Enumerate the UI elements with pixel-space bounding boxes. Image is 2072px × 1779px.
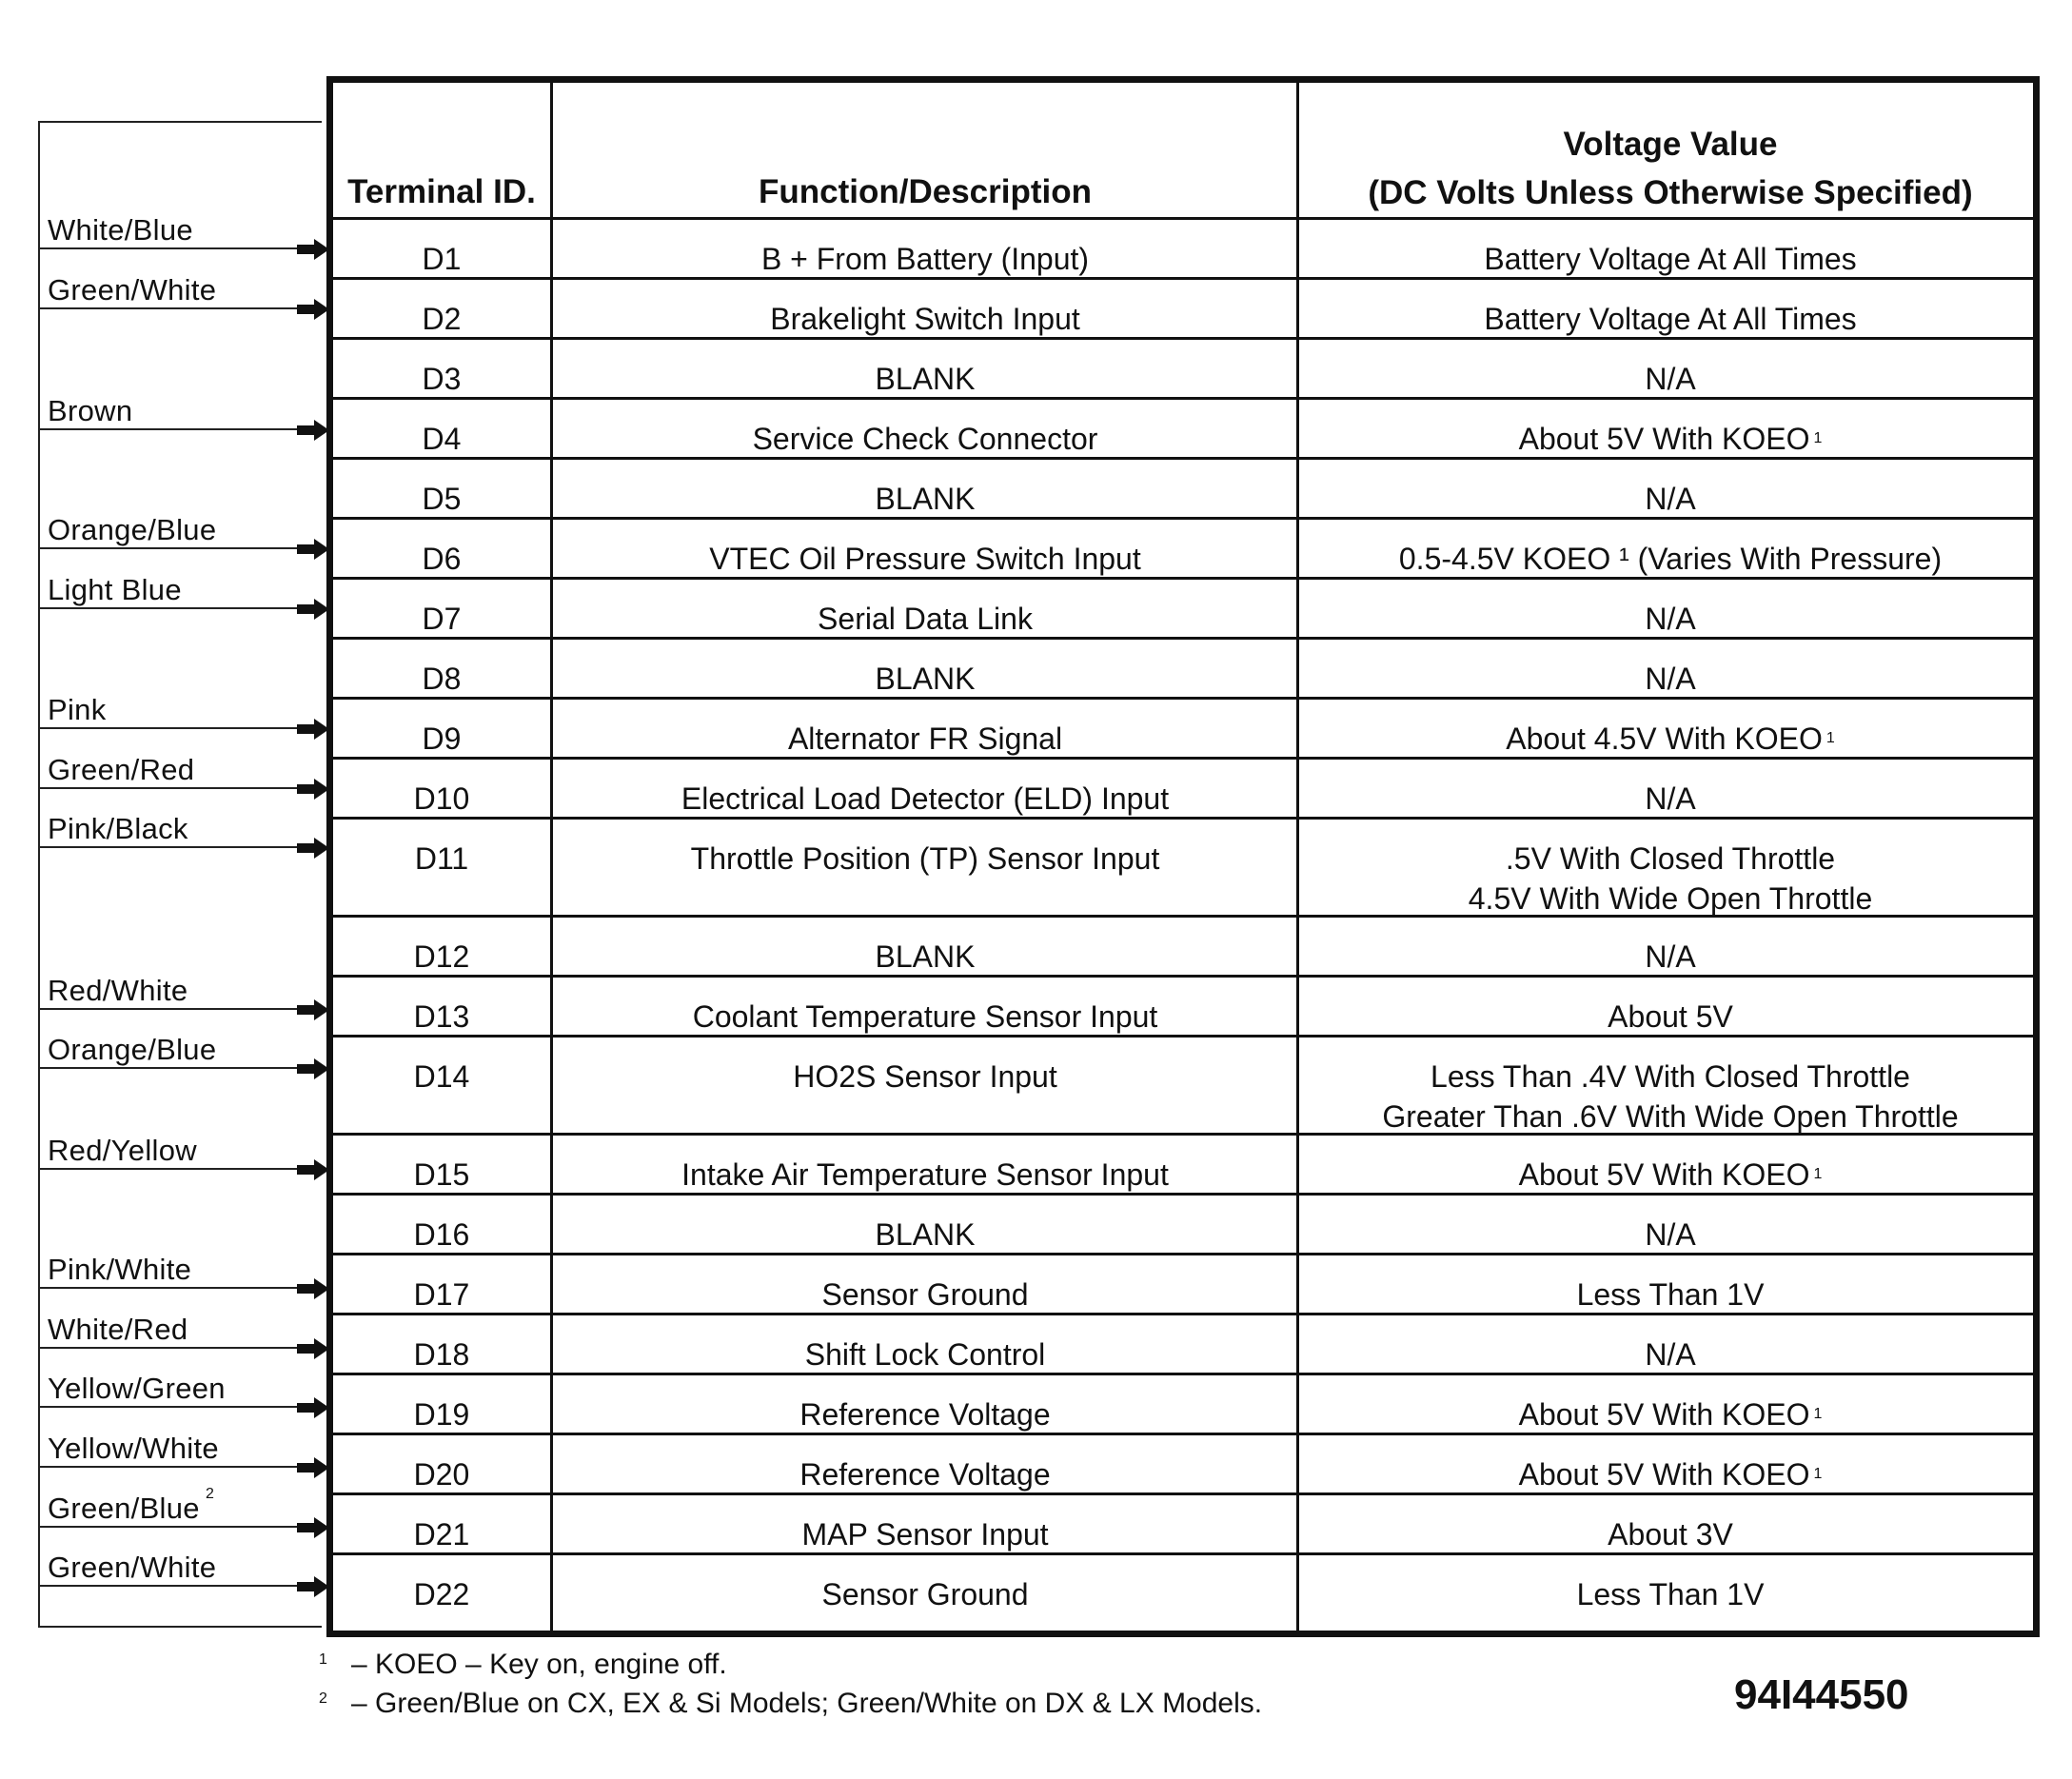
function-cell [554, 460, 1296, 517]
terminal-id-cell [333, 220, 550, 277]
function-cell [554, 978, 1296, 1035]
function-cell-text: Serial Data Link [818, 602, 1033, 636]
terminal-id-cell-text: D21 [413, 1517, 470, 1552]
arrow-right-icon [297, 1517, 329, 1538]
footnote-text: – KOEO – Key on, engine off. [351, 1649, 727, 1680]
footnote-marker: 2 [319, 1690, 327, 1707]
arrow-right-icon [297, 1338, 329, 1359]
voltage-cell-text: N/A [1645, 362, 1696, 396]
voltage-cell [1300, 1495, 2041, 1552]
function-cell [554, 1435, 1296, 1492]
voltage-cell [1300, 760, 2041, 817]
arrow-right-icon [297, 1278, 329, 1299]
function-cell-text: B + From Battery (Input) [760, 242, 1090, 276]
wire-line [40, 727, 308, 729]
voltage-cell [1300, 1038, 2041, 1133]
arrow-right-icon [297, 420, 329, 441]
table-row [333, 460, 2033, 520]
function-cell [554, 1375, 1296, 1433]
footnote-marker: 1 [1813, 1466, 1823, 1482]
table-row [333, 220, 2033, 280]
wire-line [40, 1526, 308, 1528]
table-row [333, 280, 2033, 340]
wire-entry [40, 962, 345, 1010]
header-function: Function/Description [759, 173, 1092, 210]
wire-entry [40, 1360, 345, 1408]
terminal-id-cell-text: D22 [413, 1577, 470, 1611]
terminal-id-cell [333, 1255, 550, 1313]
footnote-marker: 1 [1813, 1166, 1823, 1182]
wire-line [40, 247, 308, 249]
wire-entry [40, 502, 345, 549]
table-row [333, 640, 2033, 700]
function-cell [554, 1495, 1296, 1552]
voltage-cell [1300, 1435, 2041, 1492]
wire-color-label: Orange/Blue [48, 513, 217, 546]
terminal-id-cell-text: D11 [414, 841, 469, 876]
function-cell [554, 1555, 1296, 1611]
wire-color-label: Yellow/Green [48, 1372, 226, 1405]
footnote-marker: 2 [206, 1486, 214, 1502]
voltage-cell-text: N/A [1645, 662, 1696, 696]
table-row [333, 1038, 2033, 1136]
arrow-right-icon [297, 999, 329, 1020]
table-row [333, 340, 2033, 400]
wire-color-panel [38, 121, 322, 1628]
wire-line [40, 1008, 308, 1010]
wire-line [40, 1168, 308, 1170]
voltage-cell-text: About 3V [1608, 1517, 1733, 1552]
wire-color-label: Orange/Blue [48, 1033, 217, 1066]
wire-line [40, 1466, 308, 1468]
terminal-id-cell [333, 1495, 550, 1552]
voltage-cell [1300, 700, 2041, 757]
header-terminal-id: Terminal ID. [347, 173, 536, 210]
voltage-cell [1300, 220, 2041, 277]
terminal-id-cell-text: D14 [413, 1059, 470, 1094]
terminal-id-cell [333, 700, 550, 757]
footnotes [319, 1643, 1262, 1721]
function-cell [554, 760, 1296, 817]
terminal-id-cell-text: D17 [413, 1277, 470, 1312]
table-row [333, 1136, 2033, 1196]
wire-entry [40, 562, 345, 609]
function-cell-text: HO2S Sensor Input [793, 1059, 1057, 1094]
function-cell-text: Electrical Load Detector (ELD) Input [681, 781, 1170, 816]
function-cell [554, 340, 1296, 397]
voltage-cell [1300, 520, 2041, 577]
wire-color-label: Yellow/White [48, 1432, 219, 1465]
figure-code: 94I44550 [1734, 1671, 1909, 1718]
voltage-cell [1300, 820, 2041, 915]
wire-entry [40, 1122, 345, 1170]
voltage-cell-text: Less Than .4V With Closed Throttle Greater Than .6V With Wide Open Throttle [1382, 1059, 1959, 1134]
wire-line [40, 547, 308, 549]
wire-entry [40, 383, 345, 430]
wire-color-label: Pink [48, 693, 107, 726]
wire-color-label: Green/Blue [48, 1492, 200, 1525]
voltage-cell-text: About 4.5V With KOEO [1506, 721, 1823, 756]
header-voltage-subtitle: (DC Volts Unless Otherwise Specified) [1368, 174, 1973, 211]
terminal-id-cell [333, 640, 550, 697]
terminal-id-cell [333, 1315, 550, 1373]
function-cell [554, 918, 1296, 975]
voltage-cell [1300, 400, 2041, 457]
terminal-id-cell [333, 978, 550, 1035]
voltage-cell-text: N/A [1645, 1337, 1696, 1372]
terminal-id-cell-text: D9 [422, 721, 462, 756]
wire-entry [40, 1241, 345, 1289]
footnote-marker: 1 [319, 1651, 327, 1668]
table-row [333, 760, 2033, 820]
voltage-cell-text: About 5V With KOEO [1518, 1157, 1810, 1192]
table-row [333, 918, 2033, 978]
voltage-cell [1300, 1315, 2041, 1373]
voltage-cell-text: Less Than 1V [1576, 1277, 1765, 1312]
wire-color-label: Green/White [48, 1551, 217, 1584]
voltage-cell-text: About 5V [1608, 999, 1733, 1034]
function-cell-text: Intake Air Temperature Sensor Input [681, 1157, 1169, 1192]
wire-color-label: Pink/White [48, 1253, 192, 1286]
table-row [333, 1495, 2033, 1555]
wire-line [40, 787, 308, 789]
table-row [333, 978, 2033, 1038]
arrow-right-icon [297, 719, 329, 740]
table-row [333, 1315, 2033, 1375]
voltage-cell-text: N/A [1645, 939, 1696, 974]
voltage-cell-text: N/A [1645, 781, 1696, 816]
wire-color-label: Red/White [48, 974, 188, 1007]
wire-entry [40, 1021, 345, 1069]
terminal-id-cell-text: D18 [413, 1337, 470, 1372]
arrow-right-icon [297, 1058, 329, 1079]
voltage-cell [1300, 1255, 2041, 1313]
arrow-right-icon [297, 1576, 329, 1597]
table-row [333, 580, 2033, 640]
function-cell-text: Brakelight Switch Input [770, 302, 1080, 336]
function-cell-text: Service Check Connector [752, 422, 1098, 456]
wire-entry [40, 1539, 345, 1587]
terminal-id-cell [333, 400, 550, 457]
function-cell-text: Throttle Position (TP) Sensor Input [690, 841, 1160, 876]
terminal-id-cell-text: D5 [422, 482, 462, 516]
arrow-right-icon [297, 838, 329, 859]
terminal-id-cell [333, 520, 550, 577]
voltage-cell-text: 0.5-4.5V KOEO ¹ (Varies With Pressure) [1398, 542, 1943, 576]
terminal-id-cell [333, 1435, 550, 1492]
wire-line [40, 428, 308, 430]
arrow-right-icon [297, 1159, 329, 1180]
wire-entry [40, 1301, 345, 1349]
voltage-cell-text: N/A [1645, 482, 1696, 516]
terminal-id-cell-text: D10 [413, 781, 470, 816]
function-cell [554, 1136, 1296, 1193]
wire-line [40, 1287, 308, 1289]
terminal-id-cell [333, 460, 550, 517]
function-cell [554, 520, 1296, 577]
wire-entry [40, 1480, 345, 1528]
footnote [319, 1643, 1262, 1682]
terminal-id-cell-text: D16 [413, 1217, 470, 1252]
wire-color-label: White/Blue [48, 213, 193, 247]
voltage-cell-text: About 5V With KOEO [1518, 422, 1810, 456]
voltage-cell-text: N/A [1645, 602, 1696, 636]
terminal-id-cell-text: D2 [422, 302, 462, 336]
voltage-cell-text: N/A [1645, 1217, 1696, 1252]
function-cell-text: Shift Lock Control [804, 1337, 1046, 1372]
voltage-cell [1300, 640, 2041, 697]
header-voltage-title: Voltage Value [1563, 126, 1778, 163]
function-cell-text: BLANK [875, 662, 976, 696]
terminal-id-cell-text: D6 [422, 542, 462, 576]
voltage-cell [1300, 340, 2041, 397]
function-cell-text: Alternator FR Signal [787, 721, 1063, 756]
voltage-cell-text: Battery Voltage At All Times [1484, 242, 1857, 276]
wire-line [40, 607, 308, 609]
function-cell [554, 280, 1296, 337]
function-cell [554, 640, 1296, 697]
table-row [333, 1435, 2033, 1495]
arrow-right-icon [297, 239, 329, 260]
voltage-cell [1300, 1196, 2041, 1253]
table-row [333, 820, 2033, 918]
terminal-id-cell [333, 580, 550, 637]
function-cell [554, 1038, 1296, 1133]
terminal-id-cell [333, 1196, 550, 1253]
voltage-cell-text: About 5V With KOEO [1518, 1397, 1810, 1432]
terminal-id-cell-text: D19 [413, 1397, 470, 1432]
function-cell-text: MAP Sensor Input [801, 1517, 1049, 1552]
function-cell-text: BLANK [875, 362, 976, 396]
function-cell-text: BLANK [875, 482, 976, 516]
wire-entry [40, 741, 345, 789]
voltage-cell [1300, 1136, 2041, 1193]
voltage-cell [1300, 978, 2041, 1035]
wire-color-label: Green/Red [48, 753, 195, 786]
terminal-id-cell [333, 1375, 550, 1433]
function-cell [554, 1196, 1296, 1253]
wire-line [40, 307, 308, 309]
arrow-right-icon [297, 779, 329, 800]
function-cell-text: Coolant Temperature Sensor Input [692, 999, 1158, 1034]
footnote-marker: 1 [1813, 1406, 1823, 1422]
arrow-right-icon [297, 599, 329, 620]
wire-entry [40, 262, 345, 309]
voltage-cell [1300, 1375, 2041, 1433]
wire-color-label: Green/White [48, 273, 217, 306]
footnote-text: – Green/Blue on CX, EX & Si Models; Green/White on DX & LX Models. [351, 1688, 1263, 1719]
function-cell [554, 700, 1296, 757]
function-cell-text: VTEC Oil Pressure Switch Input [709, 542, 1141, 576]
wire-line [40, 1347, 308, 1349]
terminal-id-cell [333, 280, 550, 337]
terminal-id-cell-text: D8 [422, 662, 462, 696]
footnote [319, 1682, 1262, 1721]
wire-color-label: Brown [48, 394, 133, 427]
function-cell-text: Reference Voltage [799, 1397, 1051, 1432]
terminal-id-cell-text: D15 [413, 1157, 470, 1192]
terminal-id-cell [333, 760, 550, 817]
terminal-id-cell-text: D7 [422, 602, 462, 636]
wire-entry [40, 1420, 345, 1468]
function-cell [554, 1255, 1296, 1313]
wire-line [40, 1067, 308, 1069]
table-row [333, 700, 2033, 760]
terminal-id-cell-text: D20 [413, 1457, 470, 1492]
function-cell-text: Sensor Ground [821, 1577, 1029, 1611]
terminal-id-cell-text: D12 [413, 939, 470, 974]
voltage-cell [1300, 280, 2041, 337]
wire-entry [40, 801, 345, 848]
wire-color-label: Red/Yellow [48, 1134, 197, 1167]
table-body [333, 217, 2033, 1631]
wire-entry [40, 682, 345, 729]
wire-line [40, 1406, 308, 1408]
arrow-right-icon [297, 1457, 329, 1478]
function-cell-text: Sensor Ground [821, 1277, 1029, 1312]
function-cell [554, 1315, 1296, 1373]
terminal-id-cell [333, 918, 550, 975]
function-cell-text: BLANK [875, 939, 976, 974]
terminal-id-cell-text: D3 [422, 362, 462, 396]
table-row [333, 1555, 2033, 1611]
function-cell-text: BLANK [875, 1217, 976, 1252]
table-row [333, 1196, 2033, 1255]
terminal-id-cell-text: D1 [422, 242, 462, 276]
function-cell [554, 220, 1296, 277]
table-row [333, 400, 2033, 460]
wire-entry [40, 202, 345, 249]
voltage-cell-text: About 5V With KOEO [1518, 1457, 1810, 1492]
arrow-right-icon [297, 1397, 329, 1418]
wire-color-label: Pink/Black [48, 812, 188, 845]
voltage-cell-text: .5V With Closed Throttle 4.5V With Wide Open Throttle [1468, 841, 1873, 916]
wire-line [40, 1585, 308, 1587]
voltage-cell [1300, 460, 2041, 517]
table-row [333, 1255, 2033, 1315]
arrow-right-icon [297, 539, 329, 560]
voltage-cell [1300, 1555, 2041, 1611]
terminal-id-cell [333, 340, 550, 397]
table-row [333, 1375, 2033, 1435]
voltage-cell [1300, 918, 2041, 975]
wire-color-label: White/Red [48, 1313, 188, 1346]
wire-color-label: Light Blue [48, 573, 182, 606]
table-row [333, 520, 2033, 580]
voltage-cell-text: Battery Voltage At All Times [1484, 302, 1857, 336]
footnote-marker: 1 [1825, 730, 1835, 746]
function-cell [554, 400, 1296, 457]
terminal-id-cell-text: D13 [413, 999, 470, 1034]
footnote-marker: 1 [1813, 430, 1823, 446]
terminal-id-cell [333, 1136, 550, 1193]
arrow-right-icon [297, 299, 329, 320]
voltage-cell-text: Less Than 1V [1576, 1577, 1765, 1611]
wire-line [40, 846, 308, 848]
voltage-cell [1300, 580, 2041, 637]
terminal-table [326, 76, 2040, 1637]
function-cell [554, 820, 1296, 915]
terminal-id-cell [333, 1555, 550, 1611]
terminal-id-cell [333, 820, 550, 915]
terminal-id-cell-text: D4 [422, 422, 462, 456]
function-cell [554, 580, 1296, 637]
terminal-id-cell [333, 1038, 550, 1133]
function-cell-text: Reference Voltage [799, 1457, 1051, 1492]
